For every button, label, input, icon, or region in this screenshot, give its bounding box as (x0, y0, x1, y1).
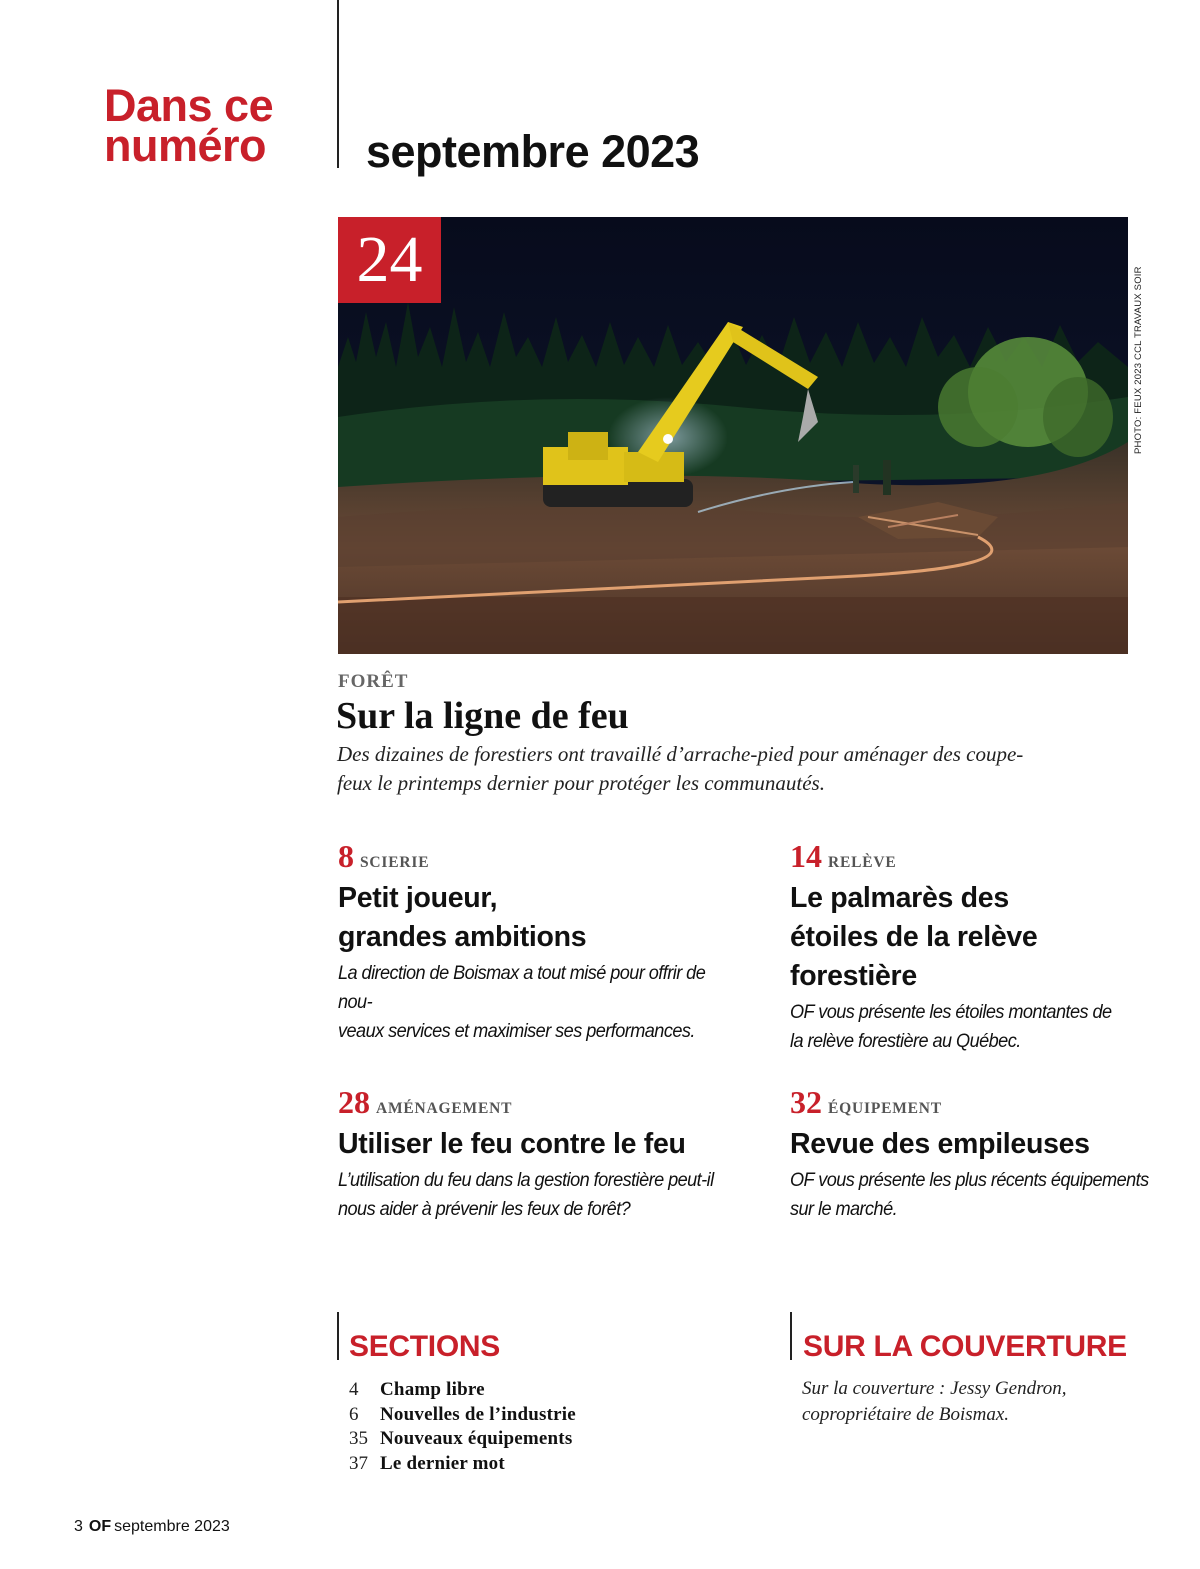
article-header (338, 1084, 718, 1121)
article-header (790, 838, 1170, 875)
article-title[interactable]: Revue des empileuses (790, 1128, 1090, 1160)
article-category: SCIERIE (360, 854, 430, 871)
list-item[interactable] (349, 1378, 576, 1403)
article-category: RELÈVE (828, 854, 897, 871)
cover-heading: SUR LA COUVERTURE (803, 1330, 1127, 1363)
sections-divider (337, 1312, 339, 1360)
featured-category: FORÊT (338, 671, 409, 692)
list-item[interactable] (349, 1427, 576, 1452)
excavator-night-scene-image (338, 217, 1128, 654)
section-page: 4 (349, 1379, 359, 1400)
article-title[interactable]: Le palmarès des étoiles de la relève forestière (790, 882, 1038, 992)
footer-page-number: 3 (74, 1518, 83, 1535)
section-label: Nouveaux équipements (380, 1428, 573, 1449)
photo-credit: PHOTO: FEUX 2023 CCL TRAVAUX SOIR (1133, 266, 1144, 454)
list-item[interactable] (349, 1403, 576, 1428)
article-amenagement[interactable] (338, 1084, 718, 1224)
section-page: 35 (349, 1428, 368, 1449)
article-title[interactable]: Utiliser le feu contre le feu (338, 1128, 686, 1160)
article-scierie[interactable] (338, 838, 718, 1046)
section-label: Nouvelles de l’industrie (380, 1403, 576, 1425)
article-description: L’utilisation du feu dans la gestion forestière peut-il nous aider à prévenir les feux de forêt? (338, 1169, 714, 1220)
section-page: 6 (349, 1403, 359, 1425)
featured-photo[interactable] (338, 217, 1128, 654)
page-footer (74, 1518, 230, 1536)
article-header (338, 838, 718, 875)
article-title[interactable]: Petit joueur, grandes ambitions (338, 882, 587, 953)
article-description: OF vous présente les plus récents équipements sur le marché. (790, 1169, 1149, 1220)
section-label: Champ libre (380, 1379, 485, 1400)
article-equipement[interactable] (790, 1084, 1170, 1224)
list-item[interactable] (349, 1452, 576, 1477)
article-description: OF vous présente les étoiles montantes de la relève forestière au Québec. (790, 1001, 1112, 1052)
sections-list (349, 1378, 576, 1476)
article-page-number: 28 (338, 1084, 370, 1120)
article-page-number: 8 (338, 838, 354, 874)
section-title: Dans ce numéro (104, 80, 274, 171)
header-divider (337, 0, 339, 168)
article-page-number: 32 (790, 1084, 822, 1120)
sections-heading: SECTIONS (349, 1330, 500, 1363)
article-category: ÉQUIPEMENT (828, 1100, 942, 1117)
footer-issue: septembre 2023 (114, 1518, 230, 1535)
footer-magazine: OF (88, 1518, 112, 1535)
featured-description: Des dizaines de forestiers ont travaillé d’arrache-pied pour aménager des coupe-feux le printemps dernier pour protéger les communautés. (337, 742, 1024, 795)
featured-page-number: 24 (338, 217, 441, 303)
article-page-number: 14 (790, 838, 822, 874)
issue-date: septembre 2023 (366, 126, 700, 177)
cover-divider (790, 1312, 792, 1360)
article-category: AMÉNAGEMENT (376, 1100, 513, 1117)
section-page: 37 (349, 1452, 368, 1474)
featured-title[interactable]: Sur la ligne de feu (336, 695, 629, 737)
section-label: Le dernier mot (380, 1452, 505, 1474)
article-header (790, 1084, 1170, 1121)
article-releve[interactable] (790, 838, 1170, 1056)
article-description: La direction de Boismax a tout misé pour offrir de nou- veaux services et maximiser ses performances. (338, 962, 706, 1042)
cover-description: Sur la couverture : Jessy Gendron, copropriétaire de Boismax. (802, 1378, 1067, 1425)
